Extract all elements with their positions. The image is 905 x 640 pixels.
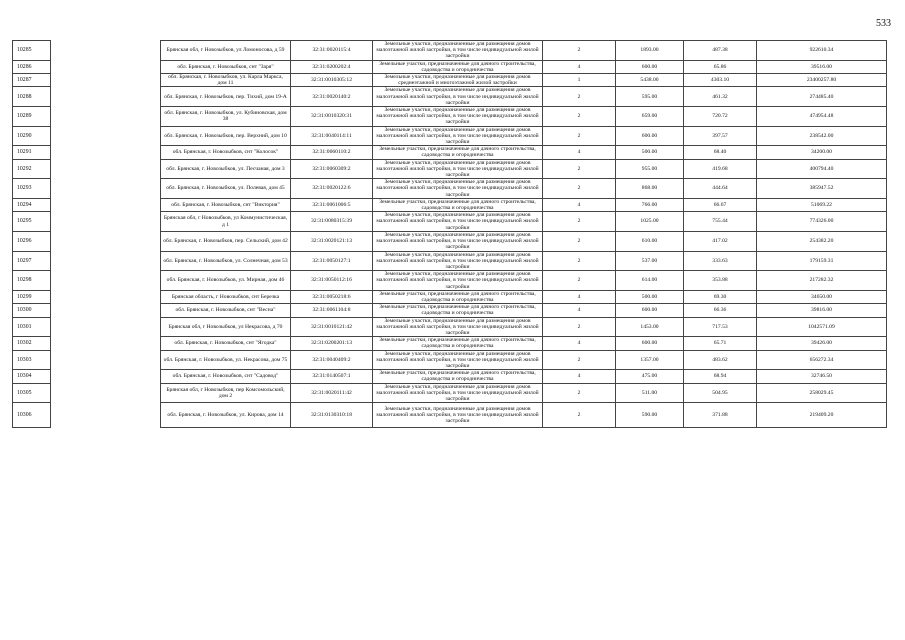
row-number-cell: 10297 bbox=[13, 251, 51, 271]
specific-value-cell: 66.67 bbox=[684, 198, 757, 211]
specific-value-cell: 333.63 bbox=[684, 251, 757, 271]
cadastral-number-cell: 32:31:0200202:4 bbox=[291, 60, 373, 73]
row-number-cell: 10301 bbox=[13, 317, 51, 337]
cadastral-value-cell: 32746.50 bbox=[757, 370, 887, 383]
group-code-cell: 4 bbox=[543, 370, 616, 383]
cadastral-value-cell: 39816.00 bbox=[757, 304, 887, 317]
area-cell: 537.00 bbox=[616, 251, 684, 271]
empty-cell bbox=[51, 212, 161, 232]
row-number-cell: 10292 bbox=[13, 159, 51, 179]
area-cell: 475.00 bbox=[616, 370, 684, 383]
empty-cell bbox=[51, 60, 161, 73]
land-use-cell: Земельные участки, предназначенные для дачного строительства, садоводства и огородничества bbox=[373, 60, 543, 73]
group-code-cell: 2 bbox=[543, 350, 616, 370]
cadastral-number-cell: 32:31:0010121:42 bbox=[291, 317, 373, 337]
cadastral-number-cell: 32:31:0040409:2 bbox=[291, 350, 373, 370]
address-cell: Брянская обл, г Новозыбков, ул Некрасова, д 70 bbox=[161, 317, 291, 337]
group-code-cell: 4 bbox=[543, 60, 616, 73]
specific-value-cell: 68.94 bbox=[684, 370, 757, 383]
land-use-cell: Земельные участки, предназначенные для дачного строительства, садоводства и огородничества bbox=[373, 370, 543, 383]
land-use-cell: Земельные участки, предназначенные для дачного строительства, садоводства и огородничества bbox=[373, 337, 543, 350]
address-cell: обл. Брянская, г. Новозыбков, ул. Мирная, дом 46 bbox=[161, 271, 291, 291]
area-cell: 868.00 bbox=[616, 179, 684, 199]
cadastral-value-cell: 258029.45 bbox=[757, 383, 887, 403]
group-code-cell: 4 bbox=[543, 337, 616, 350]
empty-cell bbox=[51, 317, 161, 337]
table-body bbox=[13, 41, 887, 428]
cadastral-value-cell: 34200.00 bbox=[757, 146, 887, 159]
empty-cell bbox=[51, 198, 161, 211]
land-use-cell: Земельные участки, предназначенные для размещения домов малоэтажной жилой застройки, в том числе индивидуальной жилой застройки bbox=[373, 271, 543, 291]
address-cell: обл. Брянская, г. Новозыбков, ул. Песчаная, дом 3 bbox=[161, 159, 291, 179]
row-number-cell: 10299 bbox=[13, 290, 51, 303]
empty-cell bbox=[51, 251, 161, 271]
table-row bbox=[13, 74, 887, 87]
group-code-cell: 4 bbox=[543, 290, 616, 303]
empty-cell bbox=[51, 271, 161, 291]
address-cell: обл. Брянская, г. Новозыбков, пер. Верхний, дом 10 bbox=[161, 126, 291, 146]
group-code-cell: 2 bbox=[543, 383, 616, 403]
area-cell: 600.00 bbox=[616, 60, 684, 73]
land-use-cell: Земельные участки, предназначенные для дачного строительства, садоводства и огородничества bbox=[373, 198, 543, 211]
specific-value-cell: 444.64 bbox=[684, 179, 757, 199]
area-cell: 1893.00 bbox=[616, 41, 684, 61]
table-row bbox=[13, 403, 887, 428]
table-row bbox=[13, 317, 887, 337]
area-cell: 659.00 bbox=[616, 107, 684, 127]
land-use-cell: Земельные участки, предназначенные для размещения домов малоэтажной жилой застройки, в том числе индивидуальной жилой застройки bbox=[373, 87, 543, 107]
cadastral-value-cell: 179159.31 bbox=[757, 251, 887, 271]
specific-value-cell: 4303.10 bbox=[684, 74, 757, 87]
land-use-cell: Земельные участки, предназначенные для размещения домов малоэтажной жилой застройки, в том числе индивидуальной жилой застройки bbox=[373, 107, 543, 127]
empty-cell bbox=[51, 41, 161, 61]
specific-value-cell: 65.71 bbox=[684, 337, 757, 350]
group-code-cell: 2 bbox=[543, 41, 616, 61]
specific-value-cell: 419.68 bbox=[684, 159, 757, 179]
land-use-cell: Земельные участки, предназначенные для размещения домов малоэтажной жилой застройки, в том числе индивидуальной жилой застройки bbox=[373, 251, 543, 271]
group-code-cell: 2 bbox=[543, 126, 616, 146]
cadastral-value-cell: 385947.52 bbox=[757, 179, 887, 199]
group-code-cell: 2 bbox=[543, 317, 616, 337]
cadastral-number-cell: 32:31:0200201:13 bbox=[291, 337, 373, 350]
cadastral-value-cell: 51069.22 bbox=[757, 198, 887, 211]
row-number-cell: 10290 bbox=[13, 126, 51, 146]
cadastral-value-cell: 400794.40 bbox=[757, 159, 887, 179]
cadastral-value-cell: 656272.34 bbox=[757, 350, 887, 370]
area-cell: 5438.00 bbox=[616, 74, 684, 87]
empty-cell bbox=[51, 337, 161, 350]
address-cell: Брянская обл, г Новозыбков, ул Коммунистическая, д 1 bbox=[161, 212, 291, 232]
row-number-cell: 10291 bbox=[13, 146, 51, 159]
empty-cell bbox=[51, 403, 161, 428]
address-cell: Брянская обл, г Новозыбков, ул Ломоносова, д 59 bbox=[161, 41, 291, 61]
land-use-cell: Земельные участки, предназначенные для размещения домов малоэтажной жилой застройки, в том числе индивидуальной жилой застройки bbox=[373, 403, 543, 428]
table-row bbox=[13, 383, 887, 403]
cadastral-value-cell: 23400257.80 bbox=[757, 74, 887, 87]
address-cell: обл. Брянская, г. Новозыбков, пер. Сельский, дом 42 bbox=[161, 231, 291, 251]
address-cell: обл. Брянская, г. Новозыбков, ул. Кирова, дом 14 bbox=[161, 403, 291, 428]
cadastral-number-cell: 32:31:0020121:13 bbox=[291, 231, 373, 251]
area-cell: 1357.00 bbox=[616, 350, 684, 370]
empty-cell bbox=[51, 304, 161, 317]
address-cell: обл. Брянская, г. Новозыбков, снт "Колосок" bbox=[161, 146, 291, 159]
group-code-cell: 4 bbox=[543, 146, 616, 159]
row-number-cell: 10286 bbox=[13, 60, 51, 73]
land-use-cell: Земельные участки, предназначенные для размещения домов малоэтажной жилой застройки, в том числе индивидуальной жилой застройки bbox=[373, 231, 543, 251]
specific-value-cell: 483.62 bbox=[684, 350, 757, 370]
row-number-cell: 10303 bbox=[13, 350, 51, 370]
specific-value-cell: 65.86 bbox=[684, 60, 757, 73]
cadastral-value-cell: 39516.00 bbox=[757, 60, 887, 73]
address-cell: обл. Брянская, г. Новозыбков, снт "Садовод" bbox=[161, 370, 291, 383]
land-use-cell: Земельные участки, предназначенные для размещения домов малоэтажной жилой застройки, в том числе индивидуальной жилой застройки bbox=[373, 41, 543, 61]
group-code-cell: 2 bbox=[543, 107, 616, 127]
empty-cell bbox=[51, 159, 161, 179]
group-code-cell: 4 bbox=[543, 198, 616, 211]
cadastral-number-cell: 32:31:0060309:2 bbox=[291, 159, 373, 179]
specific-value-cell: 717.53 bbox=[684, 317, 757, 337]
area-cell: 595.00 bbox=[616, 87, 684, 107]
area-cell: 955.00 bbox=[616, 159, 684, 179]
table-row bbox=[13, 370, 887, 383]
land-use-cell: Земельные участки, предназначенные для размещения домов малоэтажной жилой застройки, в том числе индивидуальной жилой застройки bbox=[373, 126, 543, 146]
specific-value-cell: 371.88 bbox=[684, 403, 757, 428]
land-use-cell: Земельные участки, предназначенные для дачного строительства, садоводства и огородничества bbox=[373, 304, 543, 317]
cadastral-value-cell: 922610.34 bbox=[757, 41, 887, 61]
table-row bbox=[13, 337, 887, 350]
group-code-cell: 4 bbox=[543, 304, 616, 317]
specific-value-cell: 68.40 bbox=[684, 146, 757, 159]
table-row bbox=[13, 41, 887, 61]
cadastral-number-cell: 32:31:0010320:31 bbox=[291, 107, 373, 127]
empty-cell bbox=[51, 231, 161, 251]
group-code-cell: 2 bbox=[543, 179, 616, 199]
table-row bbox=[13, 179, 887, 199]
row-number-cell: 10289 bbox=[13, 107, 51, 127]
table-row bbox=[13, 87, 887, 107]
table-row bbox=[13, 251, 887, 271]
specific-value-cell: 755.44 bbox=[684, 212, 757, 232]
address-cell: обл. Брянская, г. Новозыбков, ул. Полевая, дом 45 bbox=[161, 179, 291, 199]
land-use-cell: Земельные участки, предназначенные для дачного строительства, садоводства и огородничества bbox=[373, 146, 543, 159]
land-plots-table bbox=[12, 40, 887, 428]
cadastral-number-cell: 32:31:0020115:4 bbox=[291, 41, 373, 61]
row-number-cell: 10288 bbox=[13, 87, 51, 107]
empty-cell bbox=[51, 383, 161, 403]
area-cell: 600.00 bbox=[616, 126, 684, 146]
address-cell: обл. Брянская, г. Новозыбков, снт "Виктория" bbox=[161, 198, 291, 211]
cadastral-value-cell: 274485.40 bbox=[757, 87, 887, 107]
empty-cell bbox=[51, 290, 161, 303]
table-row bbox=[13, 60, 887, 73]
row-number-cell: 10304 bbox=[13, 370, 51, 383]
row-number-cell: 10285 bbox=[13, 41, 51, 61]
cadastral-number-cell: 32:31:0020111:42 bbox=[291, 383, 373, 403]
empty-cell bbox=[51, 126, 161, 146]
cadastral-number-cell: 32:31:0020122:6 bbox=[291, 179, 373, 199]
cadastral-value-cell: 774326.00 bbox=[757, 212, 887, 232]
row-number-cell: 10300 bbox=[13, 304, 51, 317]
table-row bbox=[13, 159, 887, 179]
group-code-cell: 2 bbox=[543, 212, 616, 232]
cadastral-number-cell: 32:31:0040114:11 bbox=[291, 126, 373, 146]
table-row bbox=[13, 198, 887, 211]
group-code-cell: 1 bbox=[543, 74, 616, 87]
address-cell: обл. Брянская, г. Новозыбков, ул. Карла Маркса, дом 11 bbox=[161, 74, 291, 87]
area-cell: 614.00 bbox=[616, 271, 684, 291]
address-cell: обл. Брянская, г. Новозыбков, снт "Весна" bbox=[161, 304, 291, 317]
cadastral-number-cell: 32:31:0140507:1 bbox=[291, 370, 373, 383]
specific-value-cell: 66.36 bbox=[684, 304, 757, 317]
group-code-cell: 2 bbox=[543, 87, 616, 107]
area-cell: 1025.00 bbox=[616, 212, 684, 232]
table-row bbox=[13, 212, 887, 232]
cadastral-number-cell: 32:31:0061104:8 bbox=[291, 304, 373, 317]
area-cell: 1453.00 bbox=[616, 317, 684, 337]
empty-cell bbox=[51, 370, 161, 383]
land-use-cell: Земельные участки, предназначенные для дачного строительства, садоводства и огородничества bbox=[373, 290, 543, 303]
cadastral-number-cell: 32:31:0050218:6 bbox=[291, 290, 373, 303]
specific-value-cell: 69.30 bbox=[684, 290, 757, 303]
cadastral-value-cell: 217282.32 bbox=[757, 271, 887, 291]
table-row bbox=[13, 350, 887, 370]
cadastral-number-cell: 32:31:0010305:12 bbox=[291, 74, 373, 87]
cadastral-number-cell: 32:31:0061006:5 bbox=[291, 198, 373, 211]
row-number-cell: 10302 bbox=[13, 337, 51, 350]
specific-value-cell: 397.57 bbox=[684, 126, 757, 146]
cadastral-value-cell: 254382.20 bbox=[757, 231, 887, 251]
cadastral-number-cell: 32:31:0130310:18 bbox=[291, 403, 373, 428]
address-cell: обл. Брянская, г. Новозыбков, пер. Тихий, дом 19-А bbox=[161, 87, 291, 107]
land-use-cell: Земельные участки, предназначенные для размещения домов малоэтажной жилой застройки, в том числе индивидуальной жилой застройки bbox=[373, 383, 543, 403]
group-code-cell: 2 bbox=[543, 403, 616, 428]
empty-cell bbox=[51, 146, 161, 159]
group-code-cell: 2 bbox=[543, 251, 616, 271]
area-cell: 766.00 bbox=[616, 198, 684, 211]
address-cell: Брянская обл, г Новозыбков, пер Комсомольский, дом 2 bbox=[161, 383, 291, 403]
group-code-cell: 2 bbox=[543, 231, 616, 251]
land-use-cell: Земельные участки, предназначенные для размещения домов малоэтажной жилой застройки, в том числе индивидуальной жилой застройки bbox=[373, 317, 543, 337]
area-cell: 600.00 bbox=[616, 304, 684, 317]
cadastral-number-cell: 32:31:0050127:1 bbox=[291, 251, 373, 271]
table-row bbox=[13, 271, 887, 291]
page-number: 533 bbox=[876, 18, 891, 29]
row-number-cell: 10293 bbox=[13, 179, 51, 199]
table-row bbox=[13, 231, 887, 251]
cadastral-number-cell: 32:31:0050112:16 bbox=[291, 271, 373, 291]
table-row bbox=[13, 290, 887, 303]
area-cell: 500.00 bbox=[616, 290, 684, 303]
specific-value-cell: 504.95 bbox=[684, 383, 757, 403]
specific-value-cell: 461.32 bbox=[684, 87, 757, 107]
row-number-cell: 10287 bbox=[13, 74, 51, 87]
specific-value-cell: 720.72 bbox=[684, 107, 757, 127]
address-cell: обл. Брянская, г. Новозыбков, снт "Заря" bbox=[161, 60, 291, 73]
empty-cell bbox=[51, 179, 161, 199]
area-cell: 610.00 bbox=[616, 231, 684, 251]
area-cell: 590.00 bbox=[616, 403, 684, 428]
row-number-cell: 10298 bbox=[13, 271, 51, 291]
specific-value-cell: 353.88 bbox=[684, 271, 757, 291]
cadastral-number-cell: 32:31:0020140:2 bbox=[291, 87, 373, 107]
row-number-cell: 10306 bbox=[13, 403, 51, 428]
address-cell: обл. Брянская, г. Новозыбков, ул. Некрасова, дом 75 bbox=[161, 350, 291, 370]
cadastral-value-cell: 238542.00 bbox=[757, 126, 887, 146]
cadastral-value-cell: 474954.48 bbox=[757, 107, 887, 127]
cadastral-number-cell: 32:31:0060110:2 bbox=[291, 146, 373, 159]
land-use-cell: Земельные участки, предназначенные для размещения домов малоэтажной жилой застройки, в том числе индивидуальной жилой застройки bbox=[373, 179, 543, 199]
address-cell: Брянская область, г Новозыбков, снт Березка bbox=[161, 290, 291, 303]
address-cell: обл. Брянская, г. Новозыбков, ул. Солнечная, дом 53 bbox=[161, 251, 291, 271]
cadastral-number-cell: 32:31:0080315:39 bbox=[291, 212, 373, 232]
table-row bbox=[13, 107, 887, 127]
row-number-cell: 10295 bbox=[13, 212, 51, 232]
group-code-cell: 2 bbox=[543, 159, 616, 179]
empty-cell bbox=[51, 87, 161, 107]
address-cell: обл. Брянская, г. Новозыбков, снт "Ягодка" bbox=[161, 337, 291, 350]
address-cell: обл. Брянская, г. Новозыбков, ул. Кубиновская, дом 38 bbox=[161, 107, 291, 127]
area-cell: 511.00 bbox=[616, 383, 684, 403]
area-cell: 500.00 bbox=[616, 146, 684, 159]
area-cell: 600.00 bbox=[616, 337, 684, 350]
cadastral-value-cell: 219409.20 bbox=[757, 403, 887, 428]
table-row bbox=[13, 146, 887, 159]
row-number-cell: 10296 bbox=[13, 231, 51, 251]
cadastral-value-cell: 34650.00 bbox=[757, 290, 887, 303]
cadastral-value-cell: 39426.00 bbox=[757, 337, 887, 350]
table-row bbox=[13, 126, 887, 146]
empty-cell bbox=[51, 74, 161, 87]
empty-cell bbox=[51, 107, 161, 127]
land-use-cell: Земельные участки, предназначенные для размещения домов среднеэтажной и многоэтажной жилой застройки bbox=[373, 74, 543, 87]
row-number-cell: 10294 bbox=[13, 198, 51, 211]
table-row bbox=[13, 304, 887, 317]
empty-cell bbox=[51, 350, 161, 370]
cadastral-value-cell: 1042571.09 bbox=[757, 317, 887, 337]
land-use-cell: Земельные участки, предназначенные для размещения домов малоэтажной жилой застройки, в том числе индивидуальной жилой застройки bbox=[373, 212, 543, 232]
specific-value-cell: 487.38 bbox=[684, 41, 757, 61]
land-use-cell: Земельные участки, предназначенные для размещения домов малоэтажной жилой застройки, в том числе индивидуальной жилой застройки bbox=[373, 159, 543, 179]
row-number-cell: 10305 bbox=[13, 383, 51, 403]
land-use-cell: Земельные участки, предназначенные для размещения домов малоэтажной жилой застройки, в том числе индивидуальной жилой застройки bbox=[373, 350, 543, 370]
group-code-cell: 2 bbox=[543, 271, 616, 291]
specific-value-cell: 417.02 bbox=[684, 231, 757, 251]
